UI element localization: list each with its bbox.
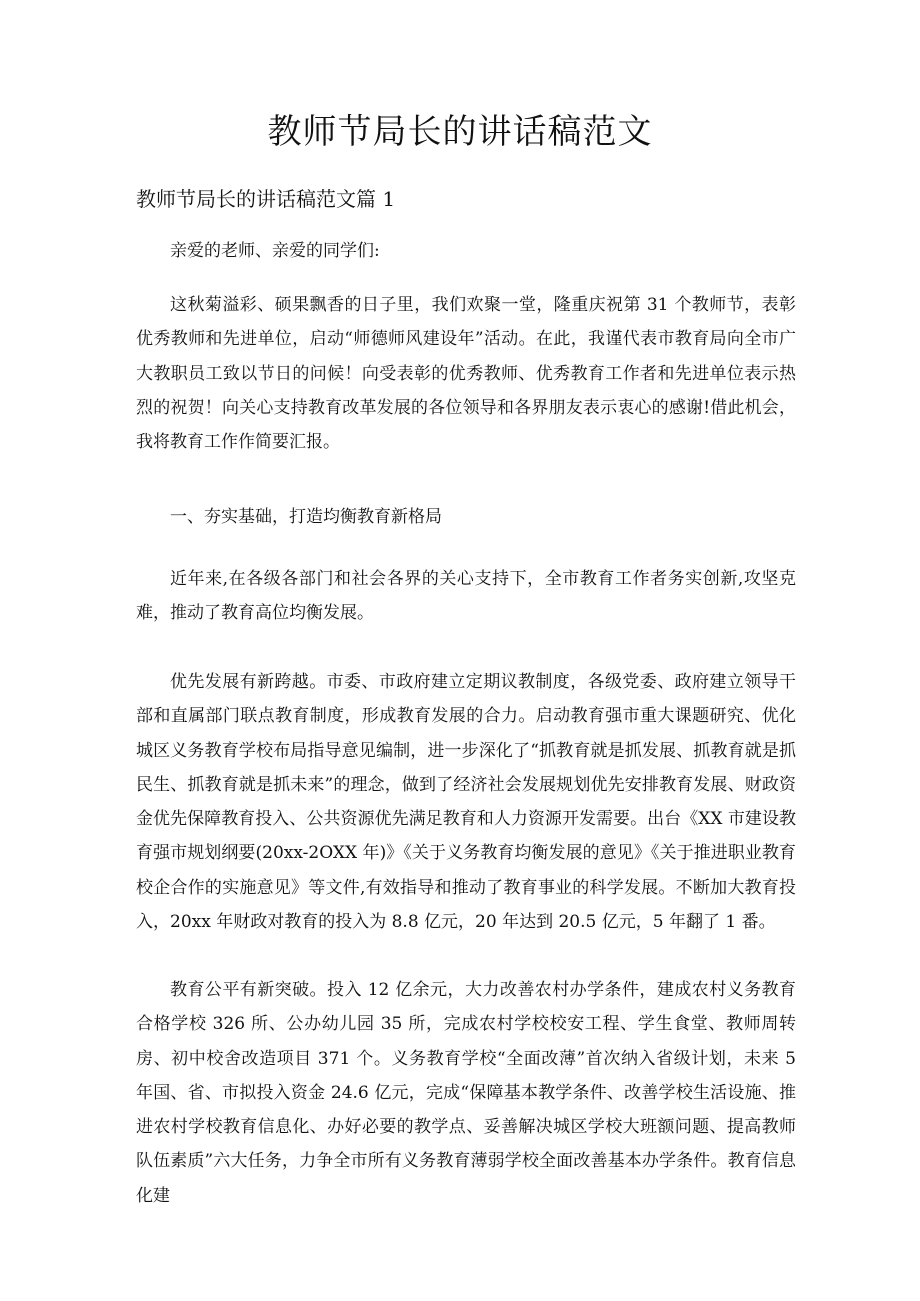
paragraph-recent-years: 近年来,在各级各部门和社会各界的关心支持下，全市教育工作者务实创新,攻坚克难，推动了教育高位均衡发展。 [136,569,796,624]
paragraph-education-equity: 教育公平有新突破。投入 12 亿余元，大力改善农村办学条件，建成农村义务教育合格学校 326 所、公办幼儿园 35 所，完成农村学校校安工程、学生食堂、教师周转房、初中校舍改造项目 371 个。义务教育学校“全面改薄”首次纳入省级计划，未来 5 年国、省、市拟投入资金 24.6 亿元，完成“保障基本教学条件、改善学校生活设施、推进农村学校教育信息化、办好必要的教学点、妥善解决城区学校大班额问题、提高教师队伍素质”六大任务，力争全市所有义务教育薄弱学校全面改善基本办学条件。教育信息化建 [136,980,796,1206]
section-heading: 一、夯实基础，打造均衡教育新格局 [170,507,442,527]
greeting-line: 亲爱的老师、亲爱的同学们: [170,241,380,261]
document-title: 教师节局长的讲话稿范文 [267,112,653,152]
paragraph-priority-development: 优先发展有新跨越。市委、市政府建立定期议教制度，各级党委、政府建立领导干部和直属部门联点教育制度，形成教育发展的合力。启动教育强市重大课题研究、优化城区义务教育学校布局指导意见编制，进一步深化了“抓教育就是抓发展、抓教育就是抓民生、抓教育就是抓未来”的理念，做到了经济社会发展规划优先安排教育发展、财政资金优先保障教育投入、公共资源优先满足教育和人力资源开发需要。出台《XX 市建设教育强市规划纲要(20xx-2OXX 年)》《关于义务教育均衡发展的意见》《关于推进职业教育校企合作的实施意见》等文件,有效指导和推动了教育事业的科学发展。不断加大教育投入，20xx 年财政对教育的投入为 8.8 亿元，20 年达到 20.5 亿元，5 年翻了 1 番。 [136,672,796,933]
section-subtitle: 教师节局长的讲话稿范文篇 1 [136,187,396,211]
paragraph-opening: 这秋菊溢彩、硕果飘香的日子里，我们欢聚一堂，隆重庆祝第 31 个教师节，表彰优秀教师和先进单位，启动“师德师风建设年”活动。在此，我谨代表市教育局向全市广大教职员工致以节日的问候！向受表彰的优秀教师、优秀教育工作者和先进单位表示热烈的祝贺！向关心支持教育改革发展的各位领导和各界朋友表示衷心的感谢!借此机会，我将教育工作作简要汇报。 [136,295,796,453]
